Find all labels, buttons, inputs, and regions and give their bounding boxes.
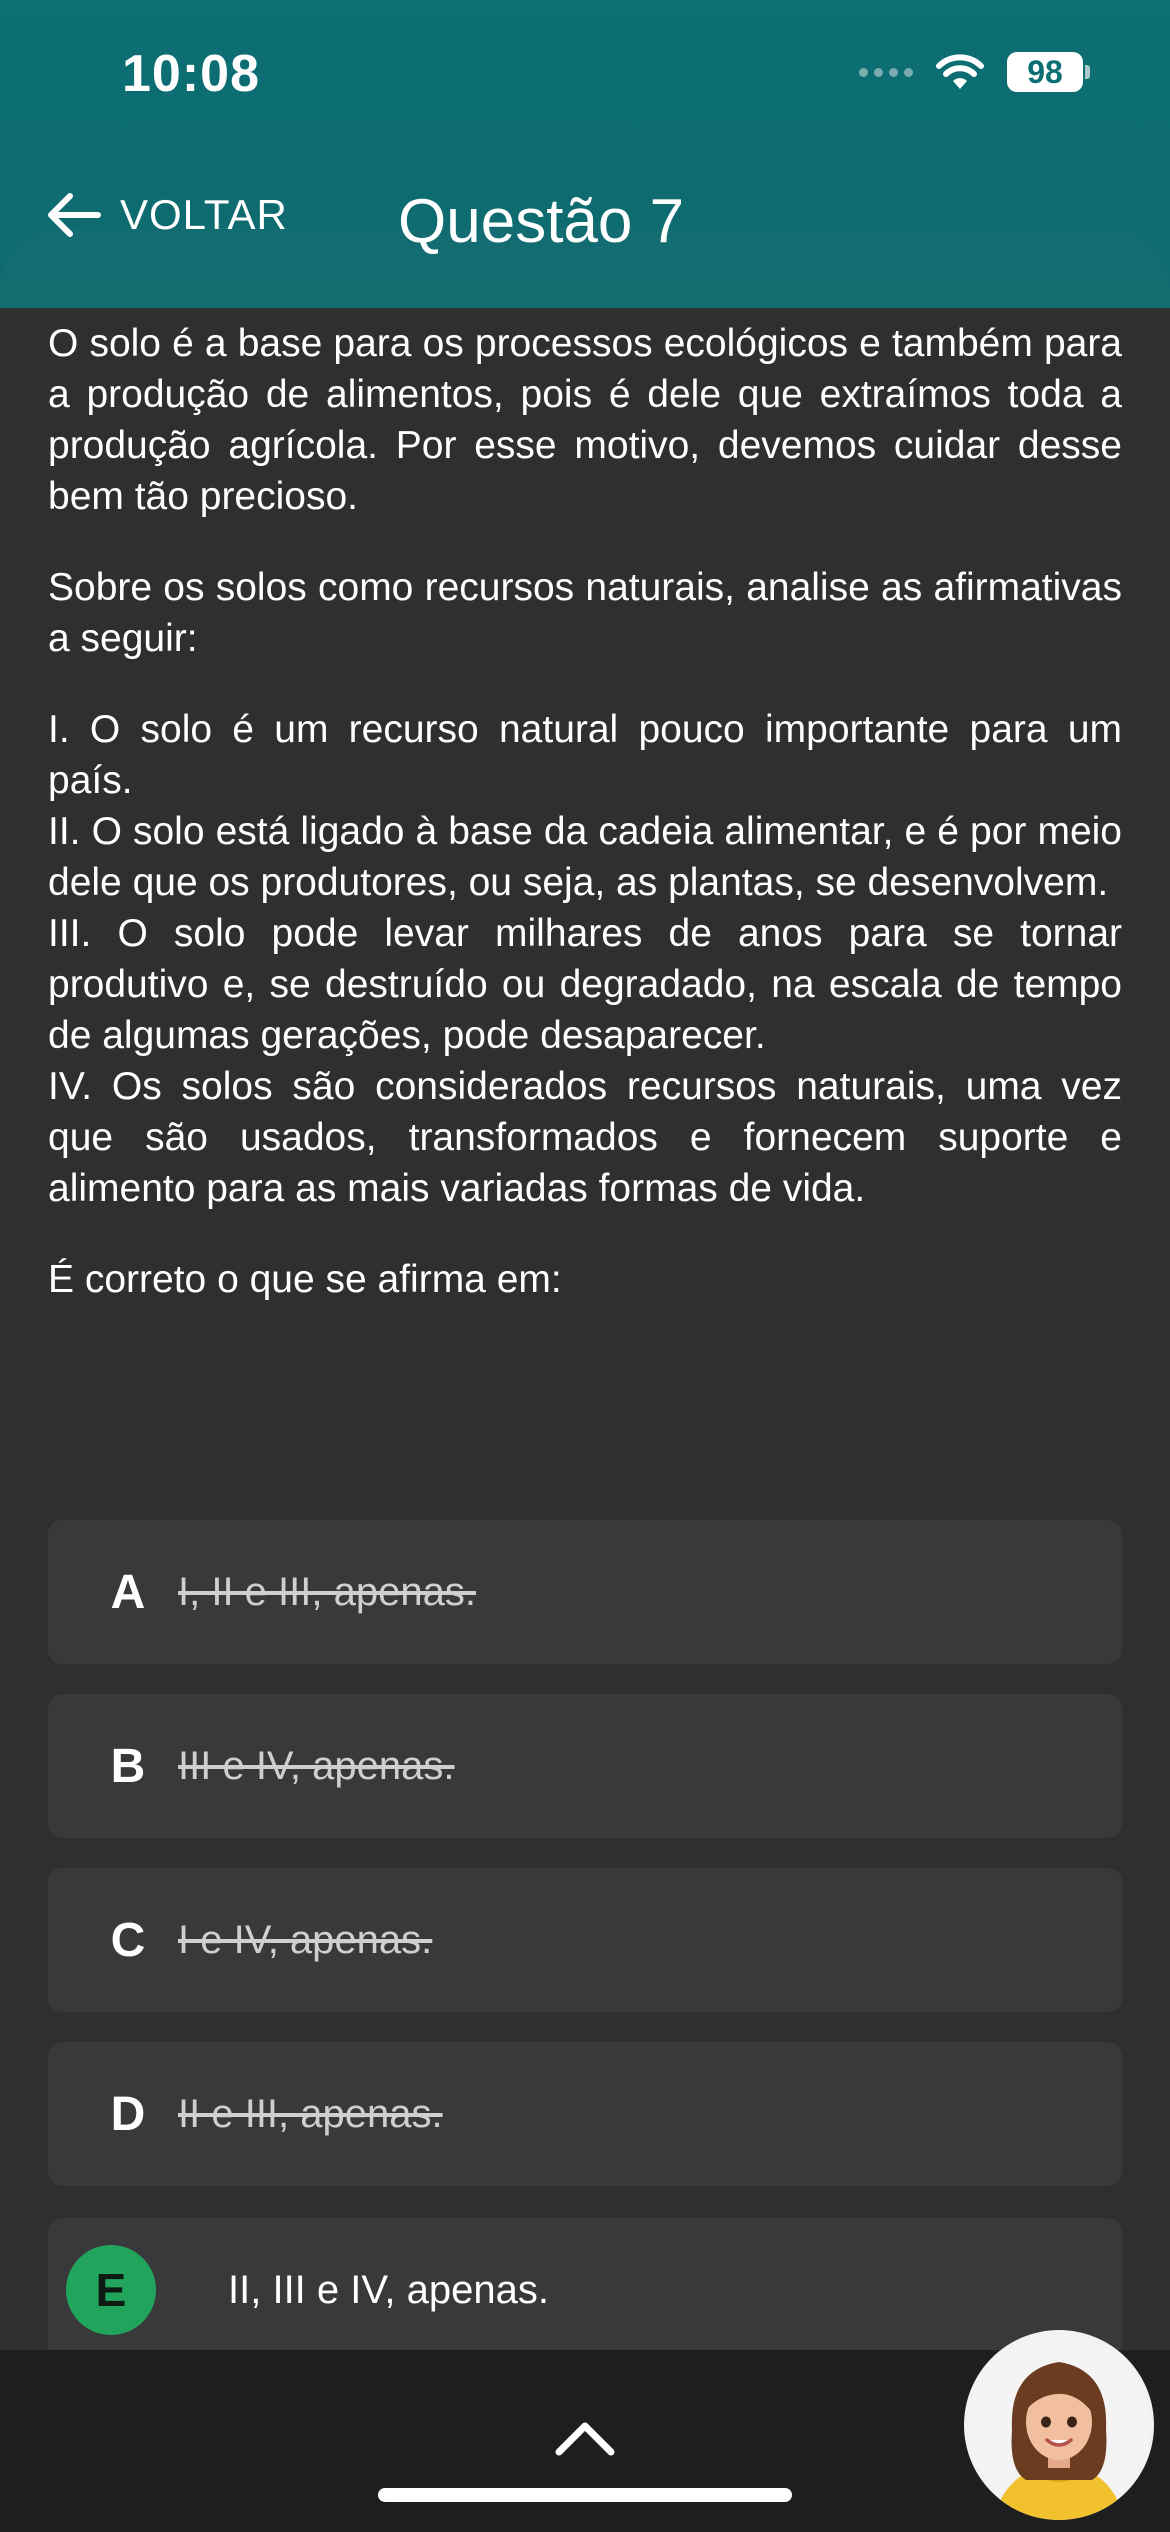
battery-indicator: 98 (1007, 52, 1083, 92)
option-text: I, II e III, apenas. (178, 1569, 476, 1614)
chevron-up-icon[interactable] (553, 2418, 617, 2458)
option-text: II, III e IV, apenas. (228, 2267, 549, 2312)
option-letter: C (110, 1913, 146, 1967)
option-text: II e III, apenas. (178, 2091, 443, 2136)
page-title: Questão 7 (398, 187, 685, 256)
assistant-avatar-illustration (964, 2330, 1154, 2520)
statement-4: IV. Os solos são considerados recursos naturais, uma vez que são usados, transformados e fornecem suporte e alimento para as mais variadas formas de vida. (48, 1065, 1122, 1210)
back-label: VOLTAR (120, 191, 288, 238)
question-ask: É correto o que se afirma em: (48, 1258, 562, 1301)
statement-3: III. O solo pode levar milhares de anos para se tornar produtivo e, se destruído ou degradado, na escala de tempo de algumas gerações, pode desaparecer. (48, 912, 1122, 1057)
question-content (48, 318, 1122, 1345)
option-c[interactable] (48, 1868, 1122, 2012)
statement-2: II. O solo está ligado à base da cadeia alimentar, e é por meio dele que os produtores, ou seja, as plantas, se desenvolvem. (48, 810, 1122, 904)
option-letter-correct: E (66, 2245, 156, 2335)
back-button[interactable] (44, 190, 288, 240)
question-intro: O solo é a base para os processos ecológicos e também para a produção de alimentos, pois é dele que extraímos toda a produção agrícola. Por esse motivo, devemos cuidar desse bem tão precioso. (48, 322, 1122, 518)
wifi-icon (935, 53, 985, 91)
battery-tip (1085, 65, 1090, 79)
option-b[interactable] (48, 1694, 1122, 1838)
header (0, 0, 1170, 308)
question-prompt: Sobre os solos como recursos naturais, analise as afirmativas a seguir: (48, 566, 1122, 660)
option-text: I e IV, apenas. (178, 1917, 433, 1962)
status-time: 10:08 (122, 45, 260, 103)
statement-1: I. O solo é um recurso natural pouco importante para um país. (48, 708, 1122, 802)
cellular-signal-icon (859, 68, 913, 77)
back-arrow-icon (44, 190, 102, 240)
option-e[interactable] (48, 2218, 1122, 2362)
home-indicator (378, 2488, 792, 2502)
option-letter: B (110, 1739, 146, 1793)
option-text: III e IV, apenas. (178, 1743, 455, 1788)
status-icons (859, 52, 1090, 92)
option-d[interactable] (48, 2042, 1122, 2186)
option-letter: D (110, 2087, 146, 2141)
option-a[interactable] (48, 1520, 1122, 1664)
assistant-avatar[interactable] (964, 2330, 1154, 2520)
option-letter: A (110, 1565, 146, 1619)
